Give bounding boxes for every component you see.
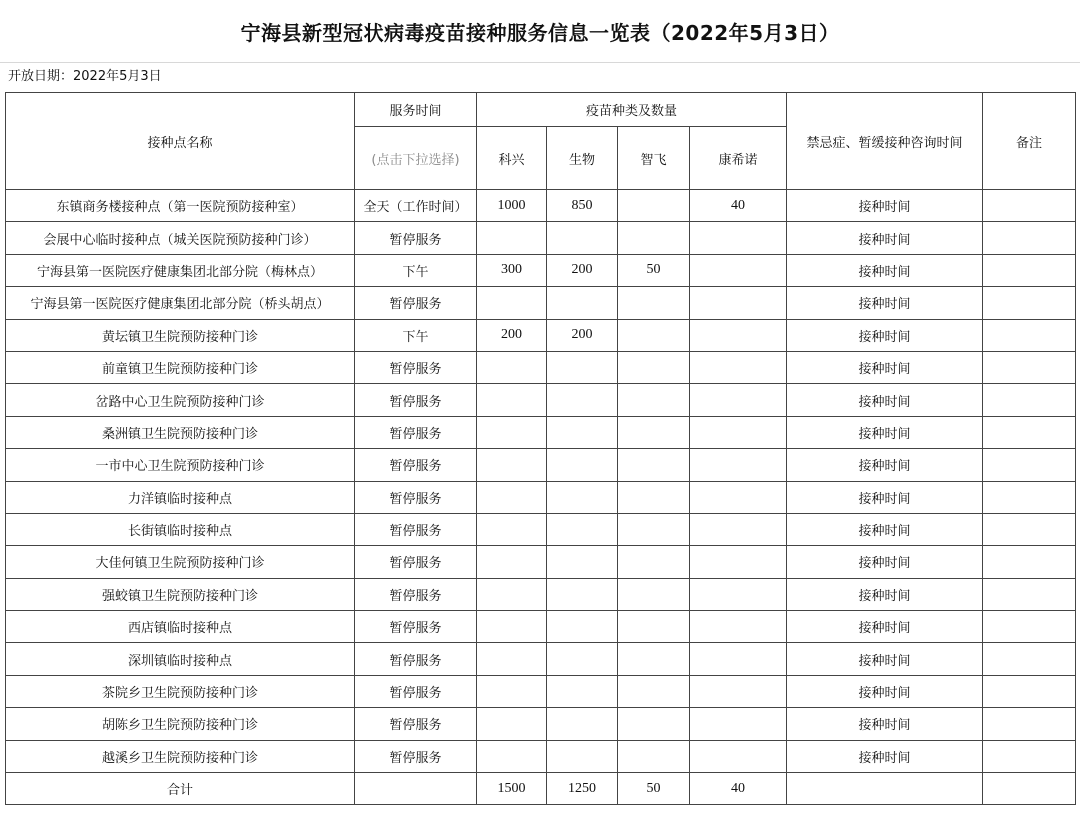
cell-shengwu <box>547 643 618 675</box>
cell-service-time[interactable]: 暂停服务 <box>355 643 477 675</box>
cell-service-time[interactable]: 暂停服务 <box>355 287 477 319</box>
header-shengwu: 生物 <box>547 127 618 190</box>
total-remark <box>983 773 1076 805</box>
cell-shengwu <box>547 222 618 254</box>
cell-zhifei <box>618 351 690 383</box>
table-row <box>6 675 1076 707</box>
cell-service-time[interactable]: 暂停服务 <box>355 449 477 481</box>
cell-kexing <box>477 546 547 578</box>
cell-site-name: 胡陈乡卫生院预防接种门诊 <box>6 708 355 740</box>
cell-remark <box>983 513 1076 545</box>
total-row <box>6 773 1076 805</box>
cell-kexing <box>477 287 547 319</box>
cell-kexing <box>477 675 547 707</box>
cell-zhifei <box>618 578 690 610</box>
cell-shengwu <box>547 578 618 610</box>
cell-kexing <box>477 708 547 740</box>
cell-zhifei: 50 <box>618 254 690 286</box>
cell-remark <box>983 351 1076 383</box>
cell-kexing <box>477 222 547 254</box>
cell-consult-time: 接种时间 <box>787 319 983 351</box>
cell-remark <box>983 611 1076 643</box>
cell-zhifei <box>618 513 690 545</box>
cell-zhifei <box>618 384 690 416</box>
cell-kangxinuo <box>690 513 787 545</box>
cell-kangxinuo <box>690 416 787 448</box>
table-row <box>6 254 1076 286</box>
cell-kexing: 300 <box>477 254 547 286</box>
cell-shengwu: 200 <box>547 254 618 286</box>
cell-shengwu <box>547 675 618 707</box>
page-title: 宁海县新型冠状病毒疫苗接种服务信息一览表（2022年5月3日） <box>0 0 1080 63</box>
cell-kexing: 200 <box>477 319 547 351</box>
cell-kexing <box>477 578 547 610</box>
cell-shengwu: 200 <box>547 319 618 351</box>
cell-site-name: 一市中心卫生院预防接种门诊 <box>6 449 355 481</box>
total-shengwu: 1250 <box>547 773 618 805</box>
cell-kexing <box>477 643 547 675</box>
cell-site-name: 岔路中心卫生院预防接种门诊 <box>6 384 355 416</box>
cell-remark <box>983 643 1076 675</box>
cell-shengwu <box>547 384 618 416</box>
cell-service-time[interactable]: 暂停服务 <box>355 384 477 416</box>
cell-kangxinuo <box>690 481 787 513</box>
cell-remark <box>983 254 1076 286</box>
cell-shengwu <box>547 416 618 448</box>
cell-zhifei <box>618 222 690 254</box>
cell-consult-time: 接种时间 <box>787 643 983 675</box>
cell-remark <box>983 287 1076 319</box>
cell-shengwu <box>547 611 618 643</box>
cell-consult-time: 接种时间 <box>787 513 983 545</box>
cell-kexing <box>477 384 547 416</box>
cell-kangxinuo <box>690 449 787 481</box>
total-kexing: 1500 <box>477 773 547 805</box>
total-label: 合计 <box>6 773 355 805</box>
cell-kexing <box>477 481 547 513</box>
cell-site-name: 黄坛镇卫生院预防接种门诊 <box>6 319 355 351</box>
header-service-time: 服务时间 <box>355 93 477 127</box>
cell-shengwu <box>547 708 618 740</box>
table-row <box>6 384 1076 416</box>
cell-service-time[interactable]: 暂停服务 <box>355 675 477 707</box>
cell-zhifei <box>618 449 690 481</box>
cell-service-time[interactable]: 暂停服务 <box>355 351 477 383</box>
cell-kexing <box>477 740 547 772</box>
cell-service-time[interactable]: 暂停服务 <box>355 740 477 772</box>
cell-zhifei <box>618 416 690 448</box>
table-body <box>6 190 1076 773</box>
cell-consult-time: 接种时间 <box>787 449 983 481</box>
cell-kexing <box>477 513 547 545</box>
cell-consult-time: 接种时间 <box>787 384 983 416</box>
cell-remark <box>983 319 1076 351</box>
cell-kangxinuo <box>690 611 787 643</box>
cell-consult-time: 接种时间 <box>787 708 983 740</box>
cell-kangxinuo <box>690 643 787 675</box>
cell-consult-time: 接种时间 <box>787 611 983 643</box>
open-date: 开放日期：2022年5月3日 <box>8 69 162 84</box>
cell-zhifei <box>618 546 690 578</box>
table-row <box>6 513 1076 545</box>
cell-kangxinuo <box>690 287 787 319</box>
header-zhifei: 智飞 <box>618 127 690 190</box>
table-row <box>6 611 1076 643</box>
header-remark: 备注 <box>983 93 1076 190</box>
cell-consult-time: 接种时间 <box>787 222 983 254</box>
cell-site-name: 桑洲镇卫生院预防接种门诊 <box>6 416 355 448</box>
cell-kangxinuo <box>690 578 787 610</box>
table-row <box>6 319 1076 351</box>
table-row <box>6 287 1076 319</box>
cell-kangxinuo: 40 <box>690 190 787 222</box>
cell-kangxinuo <box>690 254 787 286</box>
cell-zhifei <box>618 481 690 513</box>
cell-site-name: 东镇商务楼接种点（第一医院预防接种室） <box>6 190 355 222</box>
cell-consult-time: 接种时间 <box>787 190 983 222</box>
cell-kangxinuo <box>690 222 787 254</box>
cell-kexing <box>477 351 547 383</box>
cell-zhifei <box>618 190 690 222</box>
cell-remark <box>983 740 1076 772</box>
cell-consult-time: 接种时间 <box>787 254 983 286</box>
cell-kangxinuo <box>690 319 787 351</box>
cell-shengwu <box>547 481 618 513</box>
cell-site-name: 会展中心临时接种点（城关医院预防接种门诊） <box>6 222 355 254</box>
cell-site-name: 强蛟镇卫生院预防接种门诊 <box>6 578 355 610</box>
cell-kexing: 1000 <box>477 190 547 222</box>
header-consult-time: 禁忌症、暂缓接种咨询时间 <box>787 93 983 190</box>
cell-shengwu <box>547 546 618 578</box>
cell-kangxinuo <box>690 675 787 707</box>
table-row <box>6 708 1076 740</box>
cell-kexing <box>477 416 547 448</box>
header-vaccine-group: 疫苗种类及数量 <box>477 93 787 127</box>
cell-remark <box>983 190 1076 222</box>
table-row <box>6 578 1076 610</box>
total-zhifei: 50 <box>618 773 690 805</box>
cell-consult-time: 接种时间 <box>787 287 983 319</box>
header-service-time-hint: (点击下拉选择) <box>355 127 477 190</box>
cell-remark <box>983 481 1076 513</box>
cell-site-name: 深圳镇临时接种点 <box>6 643 355 675</box>
cell-zhifei <box>618 611 690 643</box>
cell-zhifei <box>618 708 690 740</box>
cell-service-time[interactable]: 暂停服务 <box>355 222 477 254</box>
cell-service-time[interactable]: 暂停服务 <box>355 513 477 545</box>
cell-consult-time: 接种时间 <box>787 481 983 513</box>
cell-remark <box>983 546 1076 578</box>
cell-remark <box>983 384 1076 416</box>
cell-service-time[interactable]: 暂停服务 <box>355 578 477 610</box>
header-kexing: 科兴 <box>477 127 547 190</box>
cell-consult-time: 接种时间 <box>787 740 983 772</box>
cell-zhifei <box>618 675 690 707</box>
cell-service-time[interactable]: 暂停服务 <box>355 611 477 643</box>
cell-service-time[interactable]: 暂停服务 <box>355 416 477 448</box>
cell-zhifei <box>618 643 690 675</box>
cell-shengwu <box>547 287 618 319</box>
cell-site-name: 茶院乡卫生院预防接种门诊 <box>6 675 355 707</box>
cell-service-time[interactable]: 暂停服务 <box>355 546 477 578</box>
cell-kangxinuo <box>690 384 787 416</box>
schedule-table <box>5 92 1076 805</box>
cell-site-name: 力洋镇临时接种点 <box>6 481 355 513</box>
table-row <box>6 351 1076 383</box>
table-row <box>6 740 1076 772</box>
cell-kexing <box>477 449 547 481</box>
cell-consult-time: 接种时间 <box>787 675 983 707</box>
cell-site-name: 西店镇临时接种点 <box>6 611 355 643</box>
header-kangxinuo: 康希诺 <box>690 127 787 190</box>
table-row <box>6 222 1076 254</box>
cell-service-time[interactable]: 暂停服务 <box>355 708 477 740</box>
cell-remark <box>983 416 1076 448</box>
cell-site-name: 前童镇卫生院预防接种门诊 <box>6 351 355 383</box>
cell-shengwu <box>547 449 618 481</box>
table-row <box>6 481 1076 513</box>
total-consult <box>787 773 983 805</box>
cell-kangxinuo <box>690 546 787 578</box>
cell-consult-time: 接种时间 <box>787 351 983 383</box>
cell-remark <box>983 675 1076 707</box>
cell-kangxinuo <box>690 708 787 740</box>
cell-shengwu <box>547 740 618 772</box>
cell-shengwu: 850 <box>547 190 618 222</box>
cell-service-time[interactable]: 下午 <box>355 254 477 286</box>
cell-zhifei <box>618 740 690 772</box>
table-row <box>6 643 1076 675</box>
cell-service-time[interactable]: 暂停服务 <box>355 481 477 513</box>
cell-zhifei <box>618 319 690 351</box>
cell-shengwu <box>547 351 618 383</box>
cell-consult-time: 接种时间 <box>787 546 983 578</box>
cell-zhifei <box>618 287 690 319</box>
cell-site-name: 宁海县第一医院医疗健康集团北部分院（梅林点） <box>6 254 355 286</box>
cell-consult-time: 接种时间 <box>787 416 983 448</box>
cell-kexing <box>477 611 547 643</box>
cell-site-name: 大佳何镇卫生院预防接种门诊 <box>6 546 355 578</box>
cell-remark <box>983 578 1076 610</box>
cell-kangxinuo <box>690 351 787 383</box>
header-site-name: 接种点名称 <box>6 93 355 190</box>
cell-site-name: 越溪乡卫生院预防接种门诊 <box>6 740 355 772</box>
cell-remark <box>983 449 1076 481</box>
cell-remark <box>983 708 1076 740</box>
cell-service-time[interactable]: 全天（工作时间） <box>355 190 477 222</box>
table-row <box>6 546 1076 578</box>
cell-remark <box>983 222 1076 254</box>
table-row <box>6 449 1076 481</box>
cell-service-time[interactable]: 下午 <box>355 319 477 351</box>
table-row <box>6 416 1076 448</box>
total-time <box>355 773 477 805</box>
cell-site-name: 长街镇临时接种点 <box>6 513 355 545</box>
cell-consult-time: 接种时间 <box>787 578 983 610</box>
cell-site-name: 宁海县第一医院医疗健康集团北部分院（桥头胡点） <box>6 287 355 319</box>
total-kangxinuo: 40 <box>690 773 787 805</box>
cell-shengwu <box>547 513 618 545</box>
cell-kangxinuo <box>690 740 787 772</box>
table-row <box>6 190 1076 222</box>
